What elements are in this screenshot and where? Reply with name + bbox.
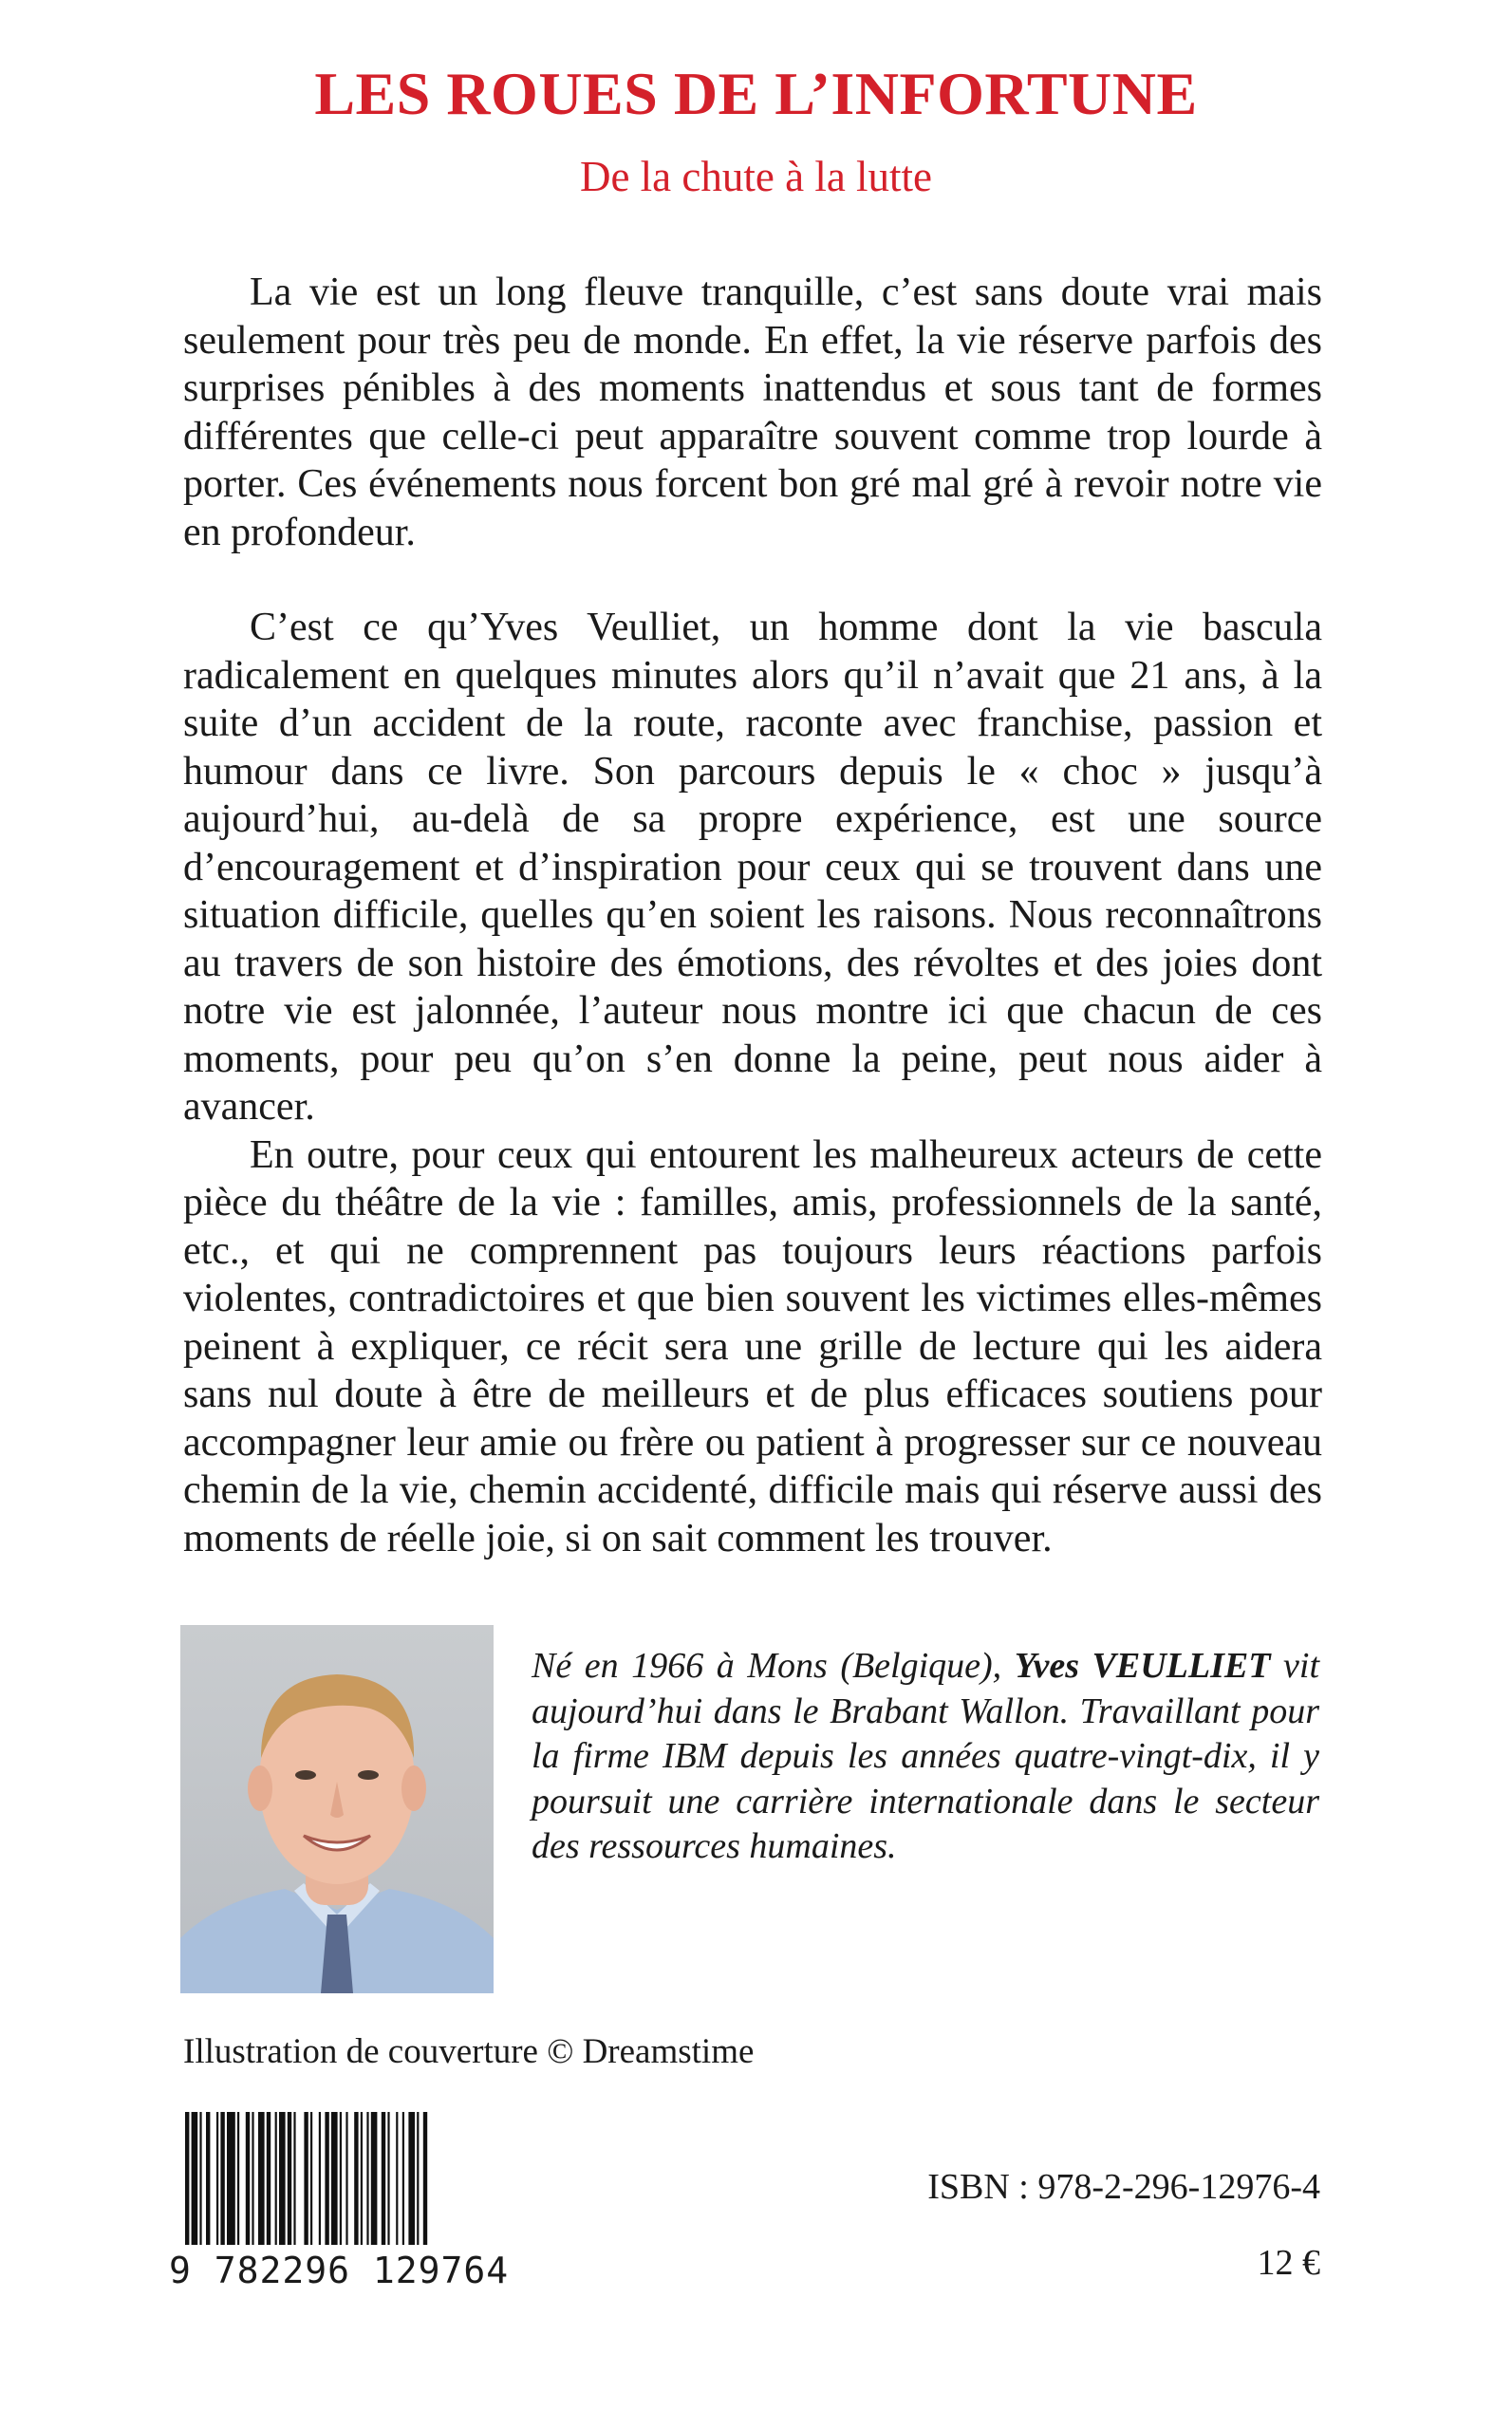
barcode-bar bbox=[354, 2112, 358, 2245]
blurb-paragraph-1: La vie est un long fleuve tranquille, c’est sans doute vrai mais seulement pour très peu de monde. En effet, la vie réserve parfois des surprises pénibles à des moments inattendus et sous tant de formes différentes que celle-ci peut apparaître souvent comme trop lourde à porter. Ces événements nous forcent bon gré mal gré à revoir notre vie en profondeur. bbox=[183, 271, 1322, 554]
barcode-bar bbox=[325, 2112, 328, 2245]
barcode-bar bbox=[206, 2112, 210, 2245]
barcode-digits: 9 782296 129764 bbox=[169, 2250, 510, 2291]
barcode-bar bbox=[366, 2112, 368, 2245]
bio-rest: vit aujourd’hui dans le Brabant Wallon. Travaillant pour la firme IBM depuis les années quatre-vingt-dix, il y poursuit une carrière internationale dans le secteur des ressources humaines. bbox=[532, 1646, 1320, 1866]
barcode-bar bbox=[216, 2112, 218, 2245]
barcode-bar bbox=[423, 2112, 427, 2245]
illustration-credit: Illustration de couverture © Dreamstime bbox=[183, 2032, 755, 2071]
price: 12 € bbox=[1257, 2243, 1320, 2283]
barcode-bar bbox=[258, 2112, 265, 2245]
barcode-bar bbox=[304, 2112, 308, 2245]
barcode-bar bbox=[371, 2112, 378, 2245]
barcode-bar bbox=[227, 2112, 235, 2245]
barcode-bar bbox=[220, 2112, 224, 2245]
barcode-bar bbox=[267, 2112, 271, 2245]
barcode-bar bbox=[387, 2112, 389, 2245]
barcode-bar bbox=[275, 2112, 277, 2245]
barcode-bar bbox=[402, 2112, 404, 2245]
barcode bbox=[183, 2112, 558, 2245]
author-name: Yves VEULLIET bbox=[1014, 1646, 1271, 1686]
barcode-bar bbox=[408, 2112, 415, 2245]
barcode-bar bbox=[361, 2112, 363, 2245]
blurb-paragraph-3: En outre, pour ceux qui entourent les malheureux acteurs de cette pièce du théâtre de la vie : familles, amis, professionnels de la santé, etc., et qui ne comprennent pas toujours leurs réactions parfois violentes, contradictoires et que bien souvent les victimes elles-mêmes peinent à expliquer, ce récit sera une grille de lecture qui les aidera sans nul doute à être de meilleurs et de plus efficaces soutiens pour accompagner leur amie ou frère ou patient à progresser sur ce nouveau chemin de la vie, chemin accidenté, difficile mais qui réserve aussi des moments de réelle joie, si on sait comment les trouver. bbox=[183, 1132, 1322, 1560]
book-title: LES ROUES DE L’INFORTUNE bbox=[314, 60, 1198, 127]
barcode-bar bbox=[246, 2112, 250, 2245]
isbn: ISBN : 978-2-296-12976-4 bbox=[927, 2167, 1320, 2207]
barcode-bar bbox=[192, 2112, 198, 2245]
book-subtitle: De la chute à la lutte bbox=[579, 153, 933, 200]
barcode-bar bbox=[382, 2112, 385, 2245]
barcode-bar bbox=[310, 2112, 312, 2245]
author-bio bbox=[532, 1644, 1319, 1870]
barcode-bar bbox=[185, 2112, 189, 2245]
barcode-bar bbox=[340, 2112, 342, 2245]
bio-intro: Né en 1966 à Mons (Belgique), bbox=[532, 1646, 1015, 1686]
blurb bbox=[183, 269, 1322, 1562]
barcode-bar bbox=[293, 2112, 295, 2245]
barcode-bar bbox=[237, 2112, 239, 2245]
barcode-bar bbox=[252, 2112, 253, 2245]
barcode-bar bbox=[288, 2112, 291, 2245]
barcode-bar bbox=[417, 2112, 419, 2245]
barcode-bar bbox=[279, 2112, 286, 2245]
blurb-paragraph-2: C’est ce qu’Yves Veulliet, un homme dont la vie bascula radicalement en quelques minutes alors qu’il n’avait que 21 ans, à la suite d’un accident de la route, raconte avec franchise, passion et humour dans ce livre. Son parcours depuis le « choc » jusqu’à aujourd’hui, au-delà de sa propre expérience, est une source d’encouragement et d’inspiration pour ceux qui se trouvent dans une situation difficile, quelles qu’en soient les raisons. Nous reconnaîtrons au travers de son histoire des émotions, des révoltes et des joies dont notre vie est jalonnée, l’auteur nous montre ici que chacun de ces moments, pour peu qu’on s’en donne la peine, peut nous aider à avancer. bbox=[183, 606, 1322, 1129]
barcode-bar bbox=[345, 2112, 347, 2245]
barcode-bar bbox=[199, 2112, 201, 2245]
barcode-bar bbox=[331, 2112, 338, 2245]
barcode-bar bbox=[396, 2112, 398, 2245]
barcode-bar bbox=[319, 2112, 321, 2245]
author-photo bbox=[180, 1625, 494, 1993]
